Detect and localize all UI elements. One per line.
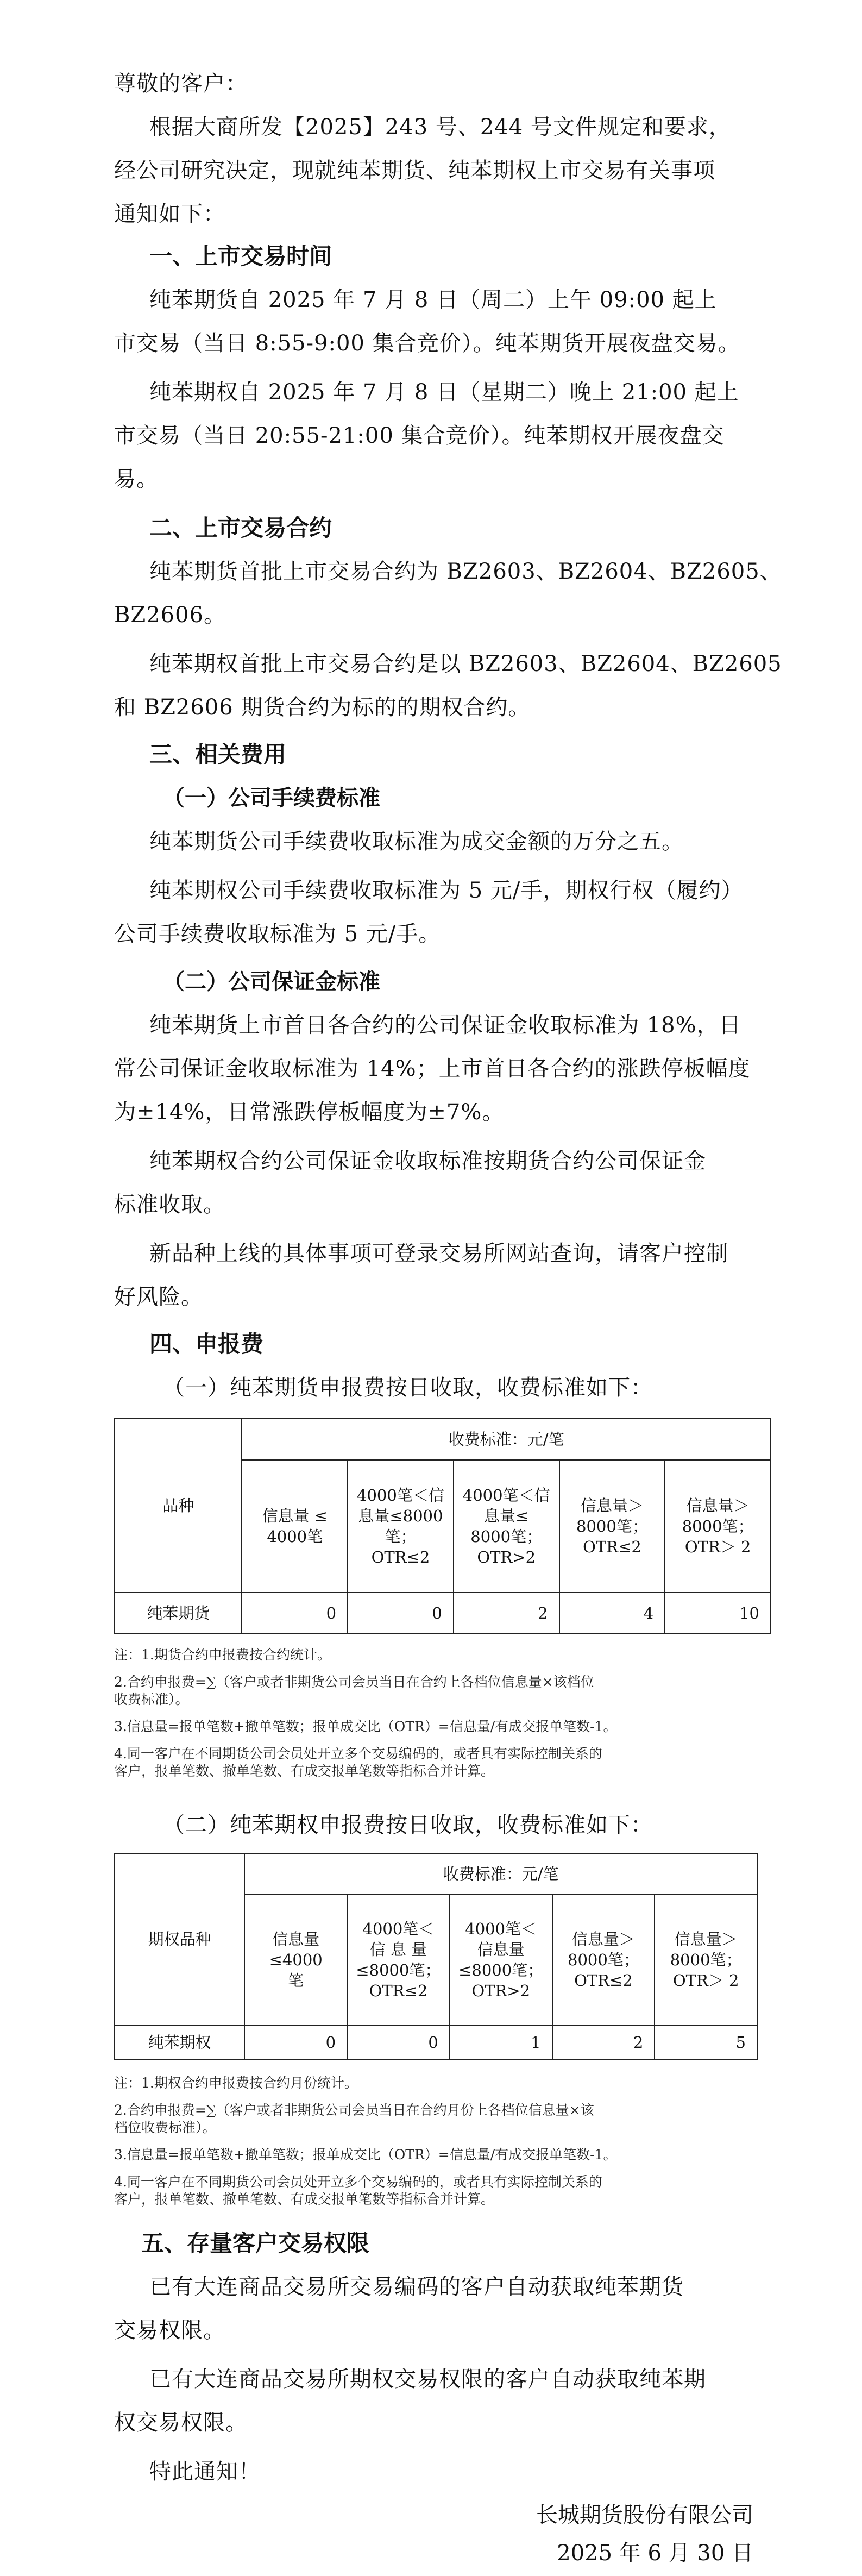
s3-sub2-p3-line-2: 好风险。 xyxy=(114,1284,203,1309)
row-label: 纯苯期权 xyxy=(115,2025,244,2060)
t2-note-1: 注：1.期权合约申报费按合约月份统计。 xyxy=(114,2075,358,2091)
table-2-caption: （二）纯苯期权申报费按日收取，收费标准如下： xyxy=(163,1813,653,1838)
t1-note-1: 注：1.期货合约申报费按合约统计。 xyxy=(114,1647,331,1663)
s3-sub2-p3-line-1: 新品种上线的具体事项可登录交易所网站查询，请客户控制 xyxy=(149,1241,728,1266)
s2-p2-line-2: 和 BZ2606 期货合约为标的的期权合约。 xyxy=(114,695,531,720)
fee-tier-header: 信息量 ≤4000 笔 xyxy=(244,1895,347,2025)
intro-line-2: 经公司研究决定，现就纯苯期货、纯苯期权上市交易有关事项 xyxy=(114,158,715,183)
fee-value: 5 xyxy=(655,2025,757,2060)
s2-p1-line-2: BZ2606。 xyxy=(114,603,226,628)
s2-p1-line-1: 纯苯期货首批上市交易合约为 BZ2603、BZ2604、BZ2605、 xyxy=(149,559,782,584)
t1-note-4a: 4.同一客户在不同期货公司会员处开立多个交易编码的，或者具有实际控制关系的 xyxy=(114,1746,602,1762)
fee-tier-header: 信息量＞ 8000笔； OTR≤2 xyxy=(552,1895,655,2025)
t1-note-2b: 收费标准）。 xyxy=(114,1691,189,1707)
s3-sub-1-title: （一）公司手续费标准 xyxy=(163,785,380,811)
s3-sub1-p2-line-2: 公司手续费收取标准为 5 元/手。 xyxy=(114,922,441,947)
fee-value: 1 xyxy=(450,2025,552,2060)
s2-p2-line-1: 纯苯期权首批上市交易合约是以 BZ2603、BZ2604、BZ2605 xyxy=(149,651,782,676)
s5-p1-line-2: 交易权限。 xyxy=(114,2318,225,2343)
fee-tier-header: 信息量＞ 8000笔； OTR＞ 2 xyxy=(655,1895,757,2025)
t2-note-4a: 4.同一客户在不同期货公司会员处开立多个交易编码的，或者具有实际控制关系的 xyxy=(114,2174,602,2190)
fee-tier-header: 4000笔＜ 信息量 ≤8000笔； OTR>2 xyxy=(450,1895,552,2025)
greeting: 尊敬的客户： xyxy=(114,71,248,96)
fee-tier-header: 信息量 ≤ 4000笔 xyxy=(242,1460,348,1593)
fee-tier-header: 4000笔＜信 息量≤8000 笔； OTR≤2 xyxy=(348,1460,454,1593)
s3-sub2-p1-line-1: 纯苯期货上市首日各合约的公司保证金收取标准为 18%，日 xyxy=(149,1013,741,1038)
s3-sub2-p2-line-1: 纯苯期权合约公司保证金收取标准按期货合约公司保证金 xyxy=(149,1149,706,1174)
s3-sub2-p1-line-3: 为±14%，日常涨跌停板幅度为±7%。 xyxy=(114,1100,505,1125)
variety-header: 期权品种 xyxy=(115,1853,244,2025)
fee-value: 0 xyxy=(244,2025,347,2060)
section-5-title: 五、存量客户交易权限 xyxy=(141,2230,370,2257)
fee-tier-header: 4000笔＜ 信 息 量 ≤8000笔； OTR≤2 xyxy=(347,1895,450,2025)
fee-tier-header: 信息量＞ 8000笔； OTR≤2 xyxy=(559,1460,665,1593)
intro-line-3: 通知如下： xyxy=(114,202,225,227)
s5-p1-line-1: 已有大连商品交易所交易编码的客户自动获取纯苯期货 xyxy=(149,2274,684,2299)
fee-value: 0 xyxy=(242,1593,348,1634)
futures-fee-table xyxy=(114,1418,771,1634)
fee-value: 0 xyxy=(347,2025,450,2060)
s3-sub1-p1: 纯苯期货公司手续费收取标准为成交金额的万分之五。 xyxy=(149,829,684,854)
s1-p2-line-3: 易。 xyxy=(114,467,159,492)
intro-line-1: 根据大商所发【2025】243 号、244 号文件规定和要求， xyxy=(149,115,731,140)
variety-header: 品种 xyxy=(115,1419,242,1593)
s5-p2-line-2: 权交易权限。 xyxy=(114,2410,248,2435)
s1-p2-line-1: 纯苯期权自 2025 年 7 月 8 日（星期二）晚上 21:00 起上 xyxy=(149,380,739,405)
fee-tier-header: 信息量＞ 8000笔； OTR＞ 2 xyxy=(665,1460,771,1593)
signature-company: 长城期货股份有限公司 xyxy=(536,2503,753,2528)
t1-note-4b: 客户，报单笔数、撤单笔数、有成交报单笔数等指标合并计算。 xyxy=(114,1763,495,1779)
t1-note-3: 3.信息量=报单笔数+撤单笔数；报单成交比（OTR）=信息量/有成交报单笔数-1。 xyxy=(114,1719,617,1734)
table-row xyxy=(115,2025,757,2060)
s3-sub1-p2-line-1: 纯苯期权公司手续费收取标准为 5 元/手，期权行权（履约） xyxy=(149,878,744,903)
t1-note-2a: 2.合约申报费=∑（客户或者非期货公司会员当日在合约上各档位信息量×该档位 xyxy=(114,1674,594,1690)
t2-note-4b: 客户，报单笔数、撤单笔数、有成交报单笔数等指标合并计算。 xyxy=(114,2191,495,2207)
section-4-title: 四、申报费 xyxy=(149,1331,264,1357)
s1-p1-line-2: 市交易（当日 8:55-9:00 集合竞价）。纯苯期货开展夜盘交易。 xyxy=(114,331,740,356)
fee-value: 4 xyxy=(559,1593,665,1634)
s1-p2-line-2: 市交易（当日 20:55-21:00 集合竞价）。纯苯期权开展夜盘交 xyxy=(114,423,725,448)
s3-sub2-p2-line-2: 标准收取。 xyxy=(114,1192,225,1217)
section-1-title: 一、上市交易时间 xyxy=(149,243,332,269)
t2-note-3: 3.信息量=报单笔数+撤单笔数；报单成交比（OTR）=信息量/有成交报单笔数-1。 xyxy=(114,2147,617,2163)
options-fee-table xyxy=(114,1853,758,2060)
table-1-caption: （一）纯苯期货申报费按日收取，收费标准如下： xyxy=(163,1375,653,1400)
s3-sub-2-title: （二）公司保证金标准 xyxy=(163,969,380,994)
s1-p1-line-1: 纯苯期货自 2025 年 7 月 8 日（周二）上午 09:00 起上 xyxy=(149,287,717,312)
signature-date: 2025 年 6 月 30 日 xyxy=(557,2541,753,2566)
t2-note-2a: 2.合约申报费=∑（客户或者非期货公司会员当日在合约月份上各档位信息量×该 xyxy=(114,2102,594,2118)
fee-value: 2 xyxy=(454,1593,559,1634)
closing-line: 特此通知！ xyxy=(149,2459,261,2484)
table-row xyxy=(115,1593,771,1634)
section-3-title: 三、相关费用 xyxy=(149,741,287,768)
fee-standard-header: 收费标准：元/笔 xyxy=(242,1419,771,1460)
fee-value: 2 xyxy=(552,2025,655,2060)
fee-value: 0 xyxy=(348,1593,454,1634)
section-2-title: 二、上市交易合约 xyxy=(149,515,332,541)
t2-note-2b: 档位收费标准）。 xyxy=(114,2120,216,2135)
s3-sub2-p1-line-2: 常公司保证金收取标准为 14%；上市首日各合约的涨跌停板幅度 xyxy=(114,1056,751,1081)
row-label: 纯苯期货 xyxy=(115,1593,242,1634)
fee-value: 10 xyxy=(665,1593,771,1634)
s5-p2-line-1: 已有大连商品交易所期权交易权限的客户自动获取纯苯期 xyxy=(149,2367,706,2392)
fee-tier-header: 4000笔＜信 息量≤ 8000笔； OTR>2 xyxy=(454,1460,559,1593)
fee-standard-header: 收费标准：元/笔 xyxy=(244,1853,757,1895)
